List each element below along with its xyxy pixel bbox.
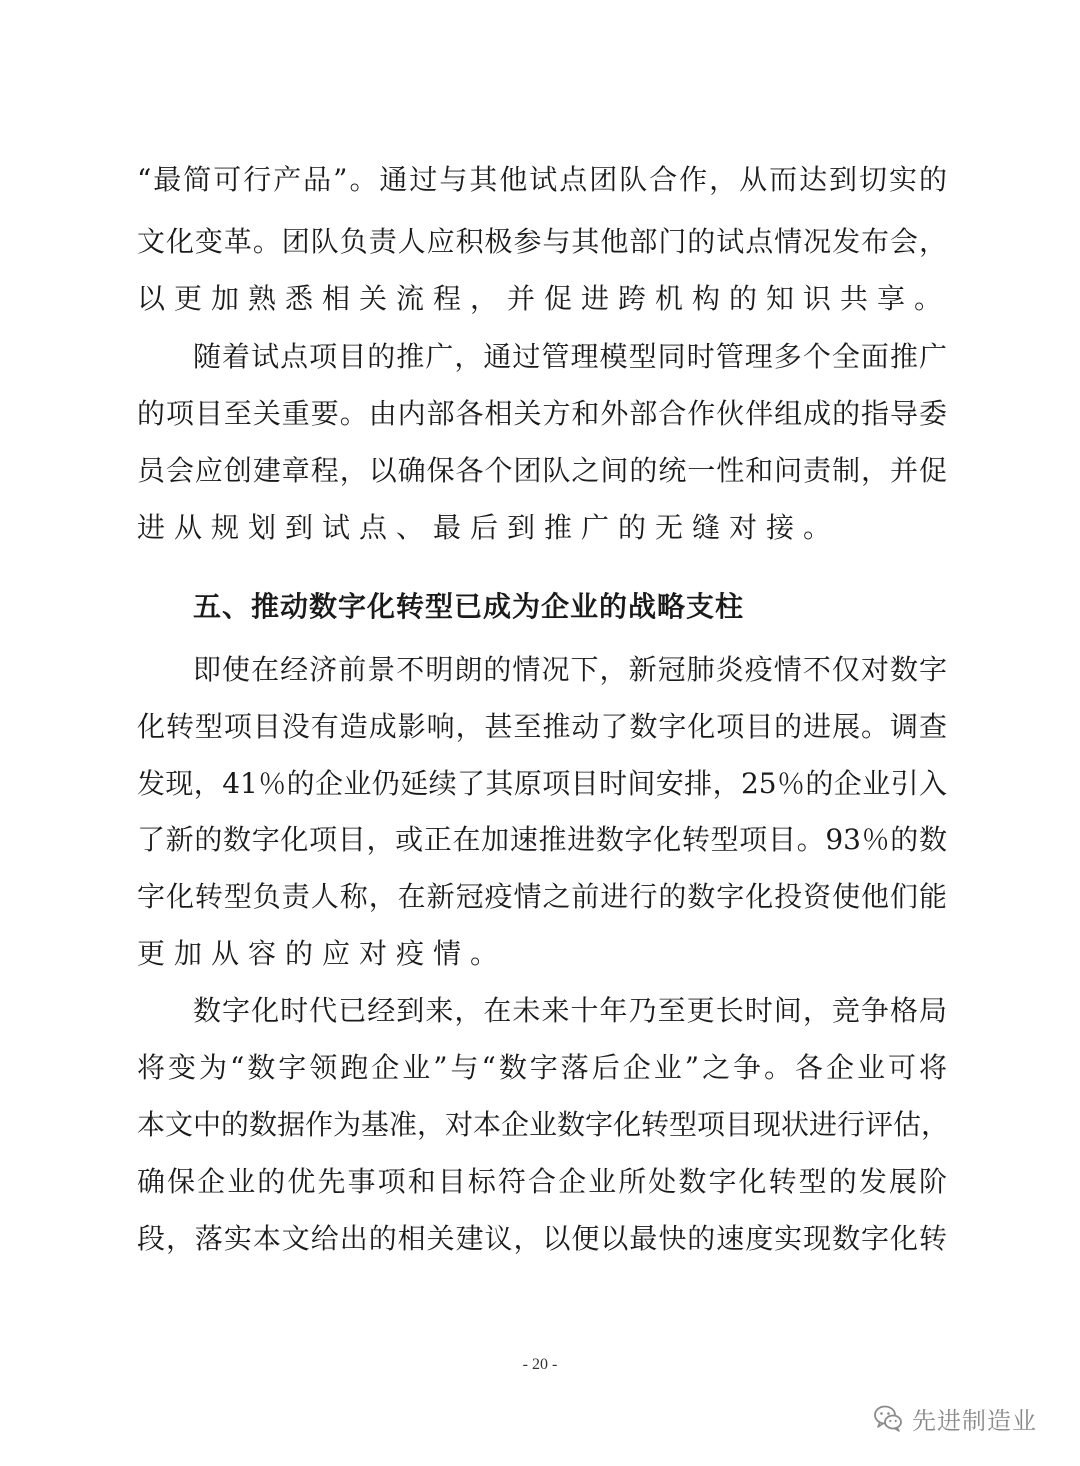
paragraph-line: 段，落实本文给出的相关建议，以便以最快的速度实现数字化转 [137, 1222, 947, 1255]
paragraph-line: 数字化时代已经到来，在未来十年乃至更长时间，竞争格局 [193, 994, 947, 1027]
paragraph-line: 的项目至关重要。由内部各相关方和外部合作伙伴组成的指导委 [137, 397, 947, 430]
watermark-text: 先进制造业 [912, 1406, 1037, 1435]
paragraph-line: 了新的数字化项目，或正在加速推进数字化转型项目。93％的数 [137, 823, 947, 856]
paragraph-line: 发现，41％的企业仍延续了其原项目时间安排，25％的企业引入 [137, 767, 947, 800]
paragraph-line: 文化变革。团队负责人应积极参与其他部门的试点情况发布会， [137, 225, 947, 258]
paragraph-line: 以更加熟悉相关流程，并促进跨机构的知识共享。 [137, 282, 952, 315]
paragraph-line: 即使在经济前景不明朗的情况下，新冠肺炎疫情不仅对数字 [193, 653, 947, 686]
paragraph-line: 随着试点项目的推广，通过管理模型同时管理多个全面推广 [193, 340, 947, 373]
paragraph-line: 本文中的数据作为基准，对本企业数字化转型项目现状进行评估， [137, 1108, 950, 1141]
watermark [872, 1398, 1037, 1438]
paragraph-line: 将变为“数字领跑企业”与“数字落后企业”之争。各企业可将 [137, 1051, 947, 1084]
paragraph-line: 确保企业的优先事项和目标符合企业所处数字化转型的发展阶 [137, 1165, 947, 1198]
paragraph-line: “最简可行产品”。通过与其他试点团队合作，从而达到切实的 [137, 163, 947, 196]
paragraph-line: 员会应创建章程，以确保各个团队之间的统一性和问责制，并促 [137, 454, 947, 487]
paragraph-line: 字化转型负责人称，在新冠疫情之前进行的数字化投资使他们能 [137, 880, 947, 913]
paragraph-line: 进从规划到试点、最后到推广的无缝对接。 [137, 511, 841, 544]
paragraph-line: 化转型项目没有造成影响，甚至推动了数字化项目的进展。调查 [137, 710, 947, 743]
page-number: - 20 - [522, 1356, 558, 1373]
paragraph-line: 更加从容的应对疫情。 [137, 937, 508, 970]
section-heading: 五、推动数字化转型已成为企业的战略支柱 [193, 590, 745, 623]
wechat-icon [872, 1402, 904, 1434]
